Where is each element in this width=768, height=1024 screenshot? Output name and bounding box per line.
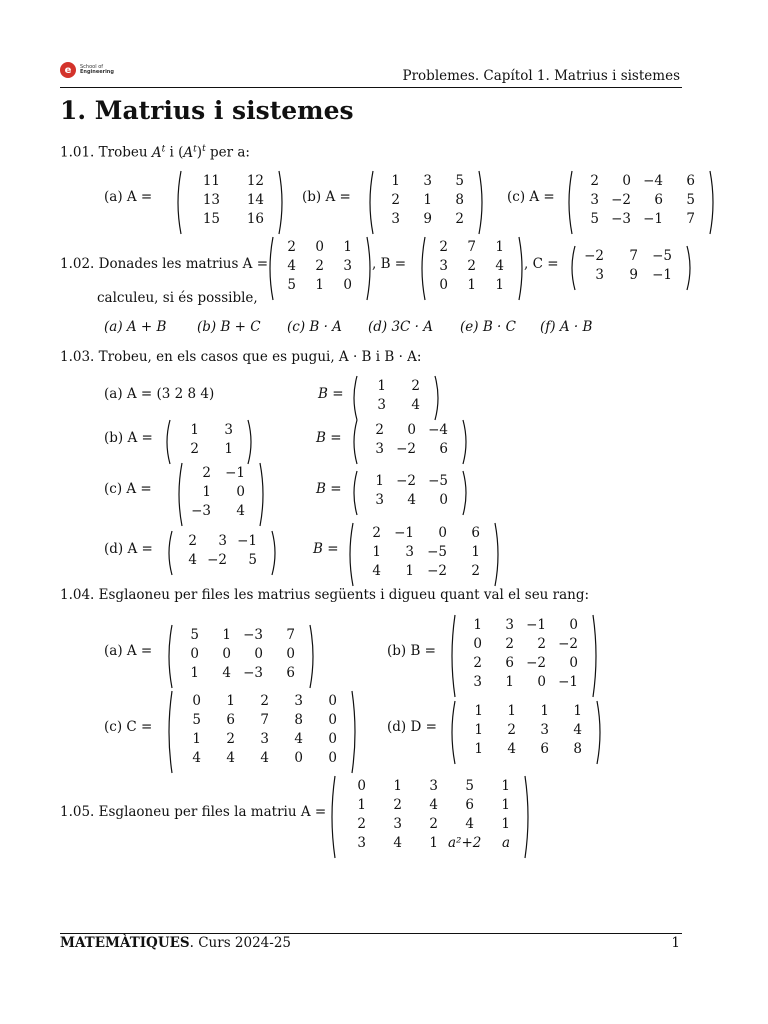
matrix-cell: 3 — [590, 192, 599, 208]
matrix-cell: 4 — [393, 835, 402, 851]
matrix-cell: −2 — [558, 636, 578, 652]
logo — [60, 62, 114, 78]
logo-line2: Engineering — [80, 69, 114, 75]
matrix-cell: 5 — [287, 277, 296, 293]
matrix-cell: 1 — [372, 544, 381, 560]
p101-intro: 1.01. Trobeu $A^t$ i $(A^t)^t$ per a: — [60, 144, 250, 161]
p103-b-label: (b) A = — [104, 430, 153, 446]
matrix-cell: 1 — [393, 778, 402, 794]
matrix-cell: −5 — [428, 473, 448, 489]
paren — [167, 420, 170, 464]
page-number: 1 — [671, 935, 680, 951]
paren — [352, 691, 355, 773]
p103-b-B-matrix — [350, 419, 470, 465]
matrix-cell: 14 — [246, 192, 264, 208]
paren — [279, 171, 282, 234]
paren — [479, 171, 482, 234]
paren — [572, 246, 575, 290]
p102-item-d: (d) 3C · A — [368, 319, 434, 335]
matrix-cell: 3 — [224, 422, 233, 438]
matrix-cell: −3 — [191, 503, 211, 519]
matrix-cell: −4 — [428, 422, 448, 438]
matrix-cell: 2 — [260, 693, 269, 709]
matrix-cell: 0 — [254, 646, 263, 662]
matrix-cell: 4 — [411, 397, 420, 413]
matrix-cell: 1 — [357, 797, 366, 813]
matrix-cell: −1 — [643, 211, 663, 227]
matrix-cell: −2 — [584, 248, 604, 264]
paren — [310, 625, 313, 688]
matrix-cell: −2 — [611, 192, 631, 208]
matrix-cell: −1 — [237, 533, 257, 549]
paren — [367, 237, 370, 300]
matrix-cell: 1 — [405, 563, 414, 579]
paren — [169, 691, 172, 773]
matrix-cell: a — [501, 835, 510, 851]
matrix-cell: 5 — [465, 778, 474, 794]
paren — [370, 171, 373, 234]
footer-year: . Curs 2024-25 — [189, 935, 292, 951]
matrix-cell: 1 — [501, 778, 510, 794]
p102-item-a: (a) A + B — [104, 319, 167, 335]
matrix-cell: 0 — [236, 484, 245, 500]
p103-a-B-matrix — [350, 375, 442, 421]
paren — [178, 171, 181, 234]
matrix-cell: 7 — [467, 239, 476, 255]
matrix-cell: 2 — [287, 239, 296, 255]
paren — [248, 420, 251, 464]
footer-subject: MATEMÀTIQUES — [60, 935, 190, 951]
p102-intro: 1.02. Donades les matrius A = — [60, 256, 269, 272]
matrix-cell: 1 — [473, 617, 482, 633]
matrix-cell: 5 — [590, 211, 599, 227]
matrix-cell: 2 — [393, 797, 402, 813]
matrix-cell: 1 — [343, 239, 352, 255]
matrix-cell: 6 — [286, 665, 295, 681]
p103-c-B-label: B = — [316, 481, 342, 497]
matrix-cell: 2 — [467, 258, 476, 274]
matrix-cell: 7 — [286, 627, 295, 643]
matrix-cell: 1 — [375, 473, 384, 489]
matrix-cell: 2 — [473, 655, 482, 671]
matrix-cell: −5 — [652, 248, 672, 264]
matrix-cell: 3 — [375, 441, 384, 457]
p101-b-label: (b) A = — [302, 189, 351, 205]
matrix-cell: 12 — [246, 173, 264, 189]
p101-b-matrix — [366, 170, 486, 235]
p103-b-A-matrix — [163, 419, 255, 465]
matrix-cell: 3 — [423, 173, 432, 189]
matrix-cell: 2 — [226, 731, 235, 747]
matrix-cell: 6 — [686, 173, 695, 189]
matrix-cell: 0 — [294, 750, 303, 766]
matrix-cell: 1 — [474, 703, 483, 719]
matrix-cell: 1 — [573, 703, 582, 719]
p102-C-label: , C = — [524, 256, 559, 272]
matrix-cell: 0 — [222, 646, 231, 662]
matrix-cell: 3 — [343, 258, 352, 274]
matrix-cell: 0 — [438, 525, 447, 541]
matrix-cell: 4 — [407, 492, 416, 508]
matrix-cell: 0 — [569, 617, 578, 633]
matrix-cell: 1 — [190, 422, 199, 438]
p103-d-label: (d) A = — [104, 541, 153, 557]
matrix-cell: −2 — [396, 473, 416, 489]
matrix-cell: 2 — [439, 239, 448, 255]
matrix-cell: 4 — [429, 797, 438, 813]
paren — [463, 471, 466, 515]
matrix-cell: −3 — [611, 211, 631, 227]
matrix-cell: 1 — [202, 484, 211, 500]
matrix-cell: −2 — [526, 655, 546, 671]
matrix-cell: 2 — [590, 173, 599, 189]
matrix-cell: 1 — [391, 173, 400, 189]
matrix-cell: 6 — [465, 797, 474, 813]
matrix-cell: 0 — [473, 636, 482, 652]
paren — [463, 420, 466, 464]
matrix-cell: 1 — [315, 277, 324, 293]
matrix-cell: 3 — [505, 617, 514, 633]
matrix-cell: 4 — [192, 750, 201, 766]
matrix-cell: 6 — [654, 192, 663, 208]
matrix-cell: 0 — [537, 674, 546, 690]
matrix-cell: 1 — [501, 816, 510, 832]
matrix-cell: −1 — [652, 267, 672, 283]
matrix-cell: 3 — [429, 778, 438, 794]
paren — [593, 615, 596, 697]
paren — [332, 776, 335, 858]
matrix-cell: −2 — [396, 441, 416, 457]
matrix-cell: 7 — [260, 712, 269, 728]
p102-B-label: , B = — [372, 256, 407, 272]
matrix-cell: 3 — [294, 693, 303, 709]
matrix-cell: 6 — [471, 525, 480, 541]
matrix-cell: 3 — [595, 267, 604, 283]
matrix-cell: a²+2 — [448, 835, 482, 851]
matrix-cell: 3 — [405, 544, 414, 560]
matrix-cell: 5 — [190, 627, 199, 643]
paren — [435, 376, 438, 420]
matrix-cell: 3 — [540, 722, 549, 738]
matrix-cell: −4 — [643, 173, 663, 189]
p104-d-matrix — [448, 700, 604, 765]
p104-intro: 1.04. Esglaoneu per files les matrius següents i digueu quant val el seu rang: — [60, 587, 590, 603]
matrix-cell: 0 — [286, 646, 295, 662]
matrix-cell: 1 — [190, 665, 199, 681]
matrix-cell: 4 — [236, 503, 245, 519]
paren — [525, 776, 528, 858]
matrix-cell: 4 — [372, 563, 381, 579]
p104-c-label: (c) C = — [104, 719, 153, 735]
matrix-cell: 2 — [507, 722, 516, 738]
matrix-cell: 0 — [439, 277, 448, 293]
paren — [354, 471, 357, 515]
header-rule — [60, 87, 682, 88]
p102-item-f: (f) A · B — [540, 319, 593, 335]
matrix-cell: 1 — [224, 441, 233, 457]
matrix-cell: 8 — [455, 192, 464, 208]
matrix-cell: 6 — [540, 741, 549, 757]
matrix-cell: 5 — [248, 552, 257, 568]
p105-intro: 1.05. Esglaoneu per files la matriu A = — [60, 804, 327, 820]
matrix-cell: 4 — [573, 722, 582, 738]
matrix-cell: 3 — [357, 835, 366, 851]
matrix-cell: −1 — [225, 465, 245, 481]
p104-a-matrix — [165, 624, 317, 689]
matrix-cell: 4 — [188, 552, 197, 568]
paren — [597, 701, 600, 764]
footer-rule — [60, 933, 682, 934]
paren — [422, 237, 425, 300]
matrix-cell: 15 — [202, 211, 220, 227]
matrix-cell: 4 — [495, 258, 504, 274]
paren — [710, 171, 713, 234]
matrix-cell: 6 — [439, 441, 448, 457]
paren — [519, 237, 522, 300]
paren — [272, 531, 275, 575]
matrix-cell: 3 — [393, 816, 402, 832]
p104-d-label: (d) D = — [387, 719, 437, 735]
matrix-cell: 2 — [188, 533, 197, 549]
paren — [569, 171, 572, 234]
matrix-cell: 0 — [569, 655, 578, 671]
matrix-cell: 0 — [328, 712, 337, 728]
matrix-cell: −1 — [394, 525, 414, 541]
matrix-cell: 1 — [377, 378, 386, 394]
p102-C-matrix — [568, 245, 694, 291]
matrix-cell: 1 — [467, 277, 476, 293]
p101-a-matrix — [174, 170, 286, 235]
matrix-cell: 1 — [471, 544, 480, 560]
matrix-cell: 13 — [202, 192, 220, 208]
matrix-cell: 0 — [357, 778, 366, 794]
p104-c-matrix — [165, 690, 359, 774]
matrix-cell: 0 — [439, 492, 448, 508]
matrix-cell: 9 — [629, 267, 638, 283]
matrix-cell: −3 — [243, 627, 263, 643]
matrix-cell: −5 — [427, 544, 447, 560]
matrix-cell: 1 — [474, 722, 483, 738]
matrix-cell: 2 — [429, 816, 438, 832]
matrix-cell: 1 — [423, 192, 432, 208]
matrix-cell: 0 — [315, 239, 324, 255]
matrix-cell: 1 — [501, 797, 510, 813]
matrix-cell: 2 — [455, 211, 464, 227]
matrix-cell: 6 — [226, 712, 235, 728]
matrix-cell: 4 — [226, 750, 235, 766]
p103-a-label: (a) A = (3 2 8 4) — [104, 386, 215, 402]
matrix-cell: 4 — [222, 665, 231, 681]
matrix-cell: −1 — [558, 674, 578, 690]
matrix-cell: −2 — [207, 552, 227, 568]
paren — [270, 237, 273, 300]
matrix-cell: 0 — [343, 277, 352, 293]
p102-B-matrix — [418, 236, 526, 301]
p103-a-B-label: B = — [318, 386, 344, 402]
section-title: 1. Matrius i sistemes — [60, 96, 354, 125]
matrix-cell: 0 — [622, 173, 631, 189]
matrix-cell: 3 — [377, 397, 386, 413]
p103-b-B-label: B = — [316, 430, 342, 446]
matrix-cell: 2 — [411, 378, 420, 394]
p101-c-matrix — [565, 170, 717, 235]
matrix-cell: 7 — [629, 248, 638, 264]
paren — [452, 701, 455, 764]
matrix-cell: −2 — [427, 563, 447, 579]
matrix-cell: 2 — [391, 192, 400, 208]
p102-item-c: (c) B · A — [287, 319, 342, 335]
p105-matrix — [328, 775, 532, 859]
p104-b-matrix — [448, 614, 600, 698]
paren — [260, 463, 263, 526]
matrix-cell: 4 — [507, 741, 516, 757]
matrix-cell: 4 — [465, 816, 474, 832]
paren — [354, 420, 357, 464]
matrix-cell: 1 — [222, 627, 231, 643]
matrix-cell: 1 — [226, 693, 235, 709]
matrix-cell: 0 — [328, 693, 337, 709]
matrix-cell: 11 — [202, 173, 220, 189]
matrix-cell: 7 — [686, 211, 695, 227]
matrix-cell: 8 — [294, 712, 303, 728]
matrix-cell: −3 — [243, 665, 263, 681]
matrix-cell: 3 — [473, 674, 482, 690]
p101-c-label: (c) A = — [507, 189, 555, 205]
matrix-cell: 9 — [423, 211, 432, 227]
matrix-cell: 1 — [505, 674, 514, 690]
matrix-cell: 6 — [505, 655, 514, 671]
matrix-cell: 0 — [407, 422, 416, 438]
p103-c-A-matrix — [175, 462, 267, 527]
paren — [169, 531, 172, 575]
matrix-cell: 1 — [495, 239, 504, 255]
matrix-cell: 0 — [328, 750, 337, 766]
matrix-cell: 5 — [455, 173, 464, 189]
matrix-cell: 2 — [537, 636, 546, 652]
paren — [179, 463, 182, 526]
matrix-cell: 3 — [218, 533, 227, 549]
paren — [350, 523, 353, 586]
paren — [354, 376, 357, 420]
p102-item-e: (e) B · C — [460, 319, 516, 335]
matrix-cell: 0 — [328, 731, 337, 747]
p103-d-B-label: B = — [313, 541, 339, 557]
matrix-cell: 16 — [246, 211, 264, 227]
p104-a-label: (a) A = — [104, 643, 153, 659]
matrix-cell: 2 — [190, 441, 199, 457]
paren — [452, 615, 455, 697]
matrix-cell: 2 — [315, 258, 324, 274]
matrix-cell: 2 — [372, 525, 381, 541]
footer-course — [60, 935, 291, 951]
matrix-cell: 2 — [357, 816, 366, 832]
header-title: Problemes. Capítol 1. Matrius i sistemes — [402, 68, 680, 84]
matrix-cell: 2 — [471, 563, 480, 579]
matrix-cell: 4 — [294, 731, 303, 747]
p101-a-label: (a) A = — [104, 189, 153, 205]
matrix-cell: 4 — [260, 750, 269, 766]
matrix-cell: 1 — [540, 703, 549, 719]
matrix-cell: 1 — [192, 731, 201, 747]
matrix-cell: 4 — [287, 258, 296, 274]
paren — [169, 625, 172, 688]
p102-line2: calculeu, si és possible, — [97, 290, 258, 306]
logo-line1: School of — [80, 64, 104, 70]
matrix-cell: 3 — [375, 492, 384, 508]
matrix-cell: 5 — [686, 192, 695, 208]
matrix-cell: 2 — [505, 636, 514, 652]
matrix-cell: 3 — [439, 258, 448, 274]
p103-d-B-matrix — [346, 522, 502, 587]
matrix-cell: 8 — [573, 741, 582, 757]
p102-A-matrix — [266, 236, 374, 301]
matrix-cell: 1 — [495, 277, 504, 293]
matrix-cell: −1 — [526, 617, 546, 633]
matrix-cell: 1 — [474, 741, 483, 757]
p103-d-A-matrix — [165, 530, 279, 576]
matrix-cell: 3 — [391, 211, 400, 227]
matrix-cell: 5 — [192, 712, 201, 728]
paren — [687, 246, 690, 290]
p103-c-label: (c) A = — [104, 481, 152, 497]
p103-intro: 1.03. Trobeu, en els casos que es pugui, A · B i B · A: — [60, 349, 422, 365]
matrix-cell: 0 — [190, 646, 199, 662]
logo-icon: e — [60, 62, 76, 78]
p103-c-B-matrix — [350, 470, 470, 516]
matrix-cell: 2 — [375, 422, 384, 438]
matrix-cell: 1 — [507, 703, 516, 719]
matrix-cell: 0 — [192, 693, 201, 709]
p104-b-label: (b) B = — [387, 643, 436, 659]
paren — [495, 523, 498, 586]
matrix-cell: 2 — [202, 465, 211, 481]
matrix-cell: 3 — [260, 731, 269, 747]
matrix-cell: 1 — [429, 835, 438, 851]
p102-item-b: (b) B + C — [197, 319, 261, 335]
